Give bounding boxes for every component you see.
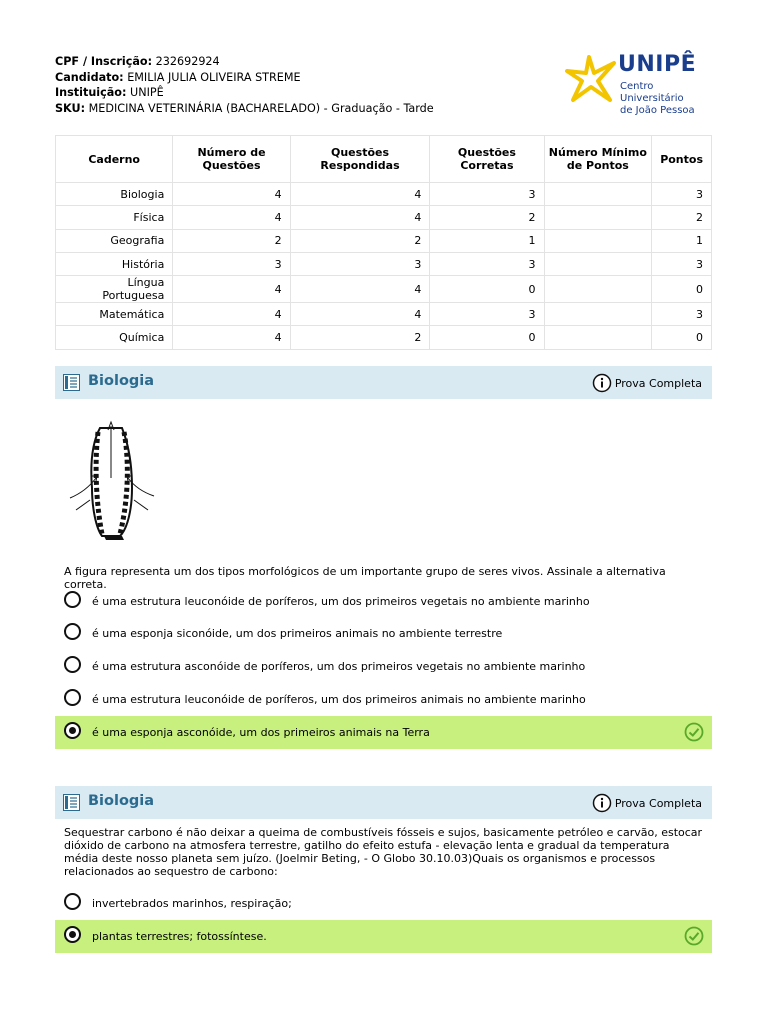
cpf-value: 232692924 [155,55,220,68]
cell-respondidas: 4 [290,183,430,206]
cell-respondidas: 4 [290,303,430,326]
table-row [56,252,712,275]
header-numero-minimo: Número Mínimo de Pontos [544,136,652,183]
cell-caderno: Física [56,206,173,229]
cell-numero: 4 [173,183,290,206]
section-header [55,366,712,399]
cell-pontos: 0 [652,326,712,349]
answer-option-correct[interactable] [55,920,712,953]
cell-corretas: 1 [430,229,544,252]
table-row [56,229,712,252]
option-label: é uma estrutura leuconóide de poríferos, um dos primeiros animais no ambiente marinho [92,693,586,706]
cell-numero: 4 [173,276,290,303]
cell-caderno: Geografia [56,229,173,252]
cell-pontos: 2 [652,206,712,229]
table-header-row [56,136,712,183]
check-circle-icon [684,722,704,742]
table-row [56,183,712,206]
answer-option[interactable] [55,617,712,650]
cell-respondidas: 4 [290,276,430,303]
cell-numero: 4 [173,206,290,229]
header-caderno: Caderno [56,136,173,183]
document-icon [63,374,80,391]
cpf-line: CPF / Inscrição: 232692924 [55,55,220,68]
section-header [55,786,712,819]
answer-option-correct[interactable] [55,716,712,749]
cell-minimo [544,303,652,326]
cell-minimo [544,276,652,303]
cell-minimo [544,326,652,349]
cell-pontos: 3 [652,183,712,206]
answer-option[interactable] [55,683,712,716]
cell-caderno: Matemática [56,303,173,326]
answer-option[interactable] [55,650,712,683]
check-circle-icon [684,926,704,946]
cell-corretas: 3 [430,303,544,326]
cell-minimo [544,206,652,229]
sku-line: SKU: MEDICINA VETERINÁRIA (BACHARELADO) - Graduação - Tarde [55,101,434,115]
section-title: Biologia [88,373,155,389]
answer-option[interactable] [55,887,712,920]
cell-corretas: 3 [430,183,544,206]
radio-button[interactable] [64,893,81,910]
cell-caderno: Química [56,326,173,349]
prova-completa-link[interactable]: Prova Completa [592,793,702,813]
header-questoes-corretas: Questões Corretas [430,136,544,183]
radio-button[interactable] [64,656,81,673]
scores-table [55,135,712,350]
cell-corretas: 0 [430,276,544,303]
section-title: Biologia [88,793,155,809]
table-row [56,276,712,303]
cell-respondidas: 4 [290,206,430,229]
info-icon [592,793,612,813]
cell-numero: 3 [173,252,290,275]
answer-option[interactable] [55,585,712,618]
option-label: invertebrados marinhos, respiração; [92,897,292,910]
table-row [56,303,712,326]
option-label: é uma esponja siconóide, um dos primeiros animais no ambiente terrestre [92,627,503,640]
candidato-value: EMILIA JULIA OLIVEIRA STREME [127,70,301,84]
radio-button-selected[interactable] [64,926,81,943]
option-label: plantas terrestres; fotossíntese. [92,930,267,943]
cell-caderno: História [56,252,173,275]
cell-respondidas: 3 [290,252,430,275]
header-numero-questoes: Número de Questões [173,136,290,183]
cell-caderno: Biologia [56,183,173,206]
cell-corretas: 0 [430,326,544,349]
instituicao-line: Instituição: UNIPÊ [55,86,164,100]
cell-numero: 4 [173,326,290,349]
radio-button-selected[interactable] [64,722,81,739]
table-row [56,326,712,349]
option-label: é uma esponja asconóide, um dos primeiros animais na Terra [92,726,430,739]
cell-respondidas: 2 [290,229,430,252]
cell-pontos: 3 [652,252,712,275]
cell-minimo [544,252,652,275]
cell-corretas: 3 [430,252,544,275]
cell-numero: 2 [173,229,290,252]
radio-button[interactable] [64,623,81,640]
sku-value: MEDICINA VETERINÁRIA (BACHARELADO) - Graduação - Tarde [88,101,434,115]
cell-pontos: 0 [652,276,712,303]
unipe-logo [565,52,715,116]
cell-numero: 4 [173,303,290,326]
cell-respondidas: 2 [290,326,430,349]
instituicao-value: UNIPÊ [130,86,164,100]
header-questoes-respondidas: Questões Respondidas [290,136,430,183]
cell-corretas: 2 [430,206,544,229]
question-text: Sequestrar carbono é não deixar a queima de combustíveis fósseis e sujos, basicamente petróleo e carvão, estocar dióxido de carbono na atmosfera terrestre, gatilho do efeito estufa - elevação lenta e gradual da temperatura média deste nosso planeta sem juízo. (Joelmir Beting, - O Globo 30.10.03)Quais os organismos e processos relacionados ao sequestro de carbono: [64,826,703,878]
cell-pontos: 3 [652,303,712,326]
radio-button[interactable] [64,689,81,706]
info-icon [592,373,612,393]
star-logo-icon [565,54,617,104]
candidate-header [55,54,434,116]
logo-subtitle: Centro Universitário de João Pessoa [620,81,695,116]
document-icon [63,794,80,811]
candidato-line: Candidato: EMILIA JULIA OLIVEIRA STREME [55,70,301,84]
sponge-figure [62,418,162,543]
logo-name: UNIPÊ [618,52,697,77]
radio-button[interactable] [64,591,81,608]
prova-completa-link[interactable]: Prova Completa [592,373,702,393]
option-label: é uma estrutura leuconóide de poríferos, um dos primeiros vegetais no ambiente marinho [92,595,590,608]
option-label: é uma estrutura asconóide de poríferos, um dos primeiros vegetais no ambiente marinho [92,660,586,673]
header-pontos: Pontos [652,136,712,183]
table-row [56,206,712,229]
cell-minimo [544,183,652,206]
cell-minimo [544,229,652,252]
cell-pontos: 1 [652,229,712,252]
cell-caderno: Língua Portuguesa [56,276,173,303]
question-text: A figura representa um dos tipos morfológicos de um importante grupo de seres vivos. Assinale a alternativa correta. [64,565,666,591]
